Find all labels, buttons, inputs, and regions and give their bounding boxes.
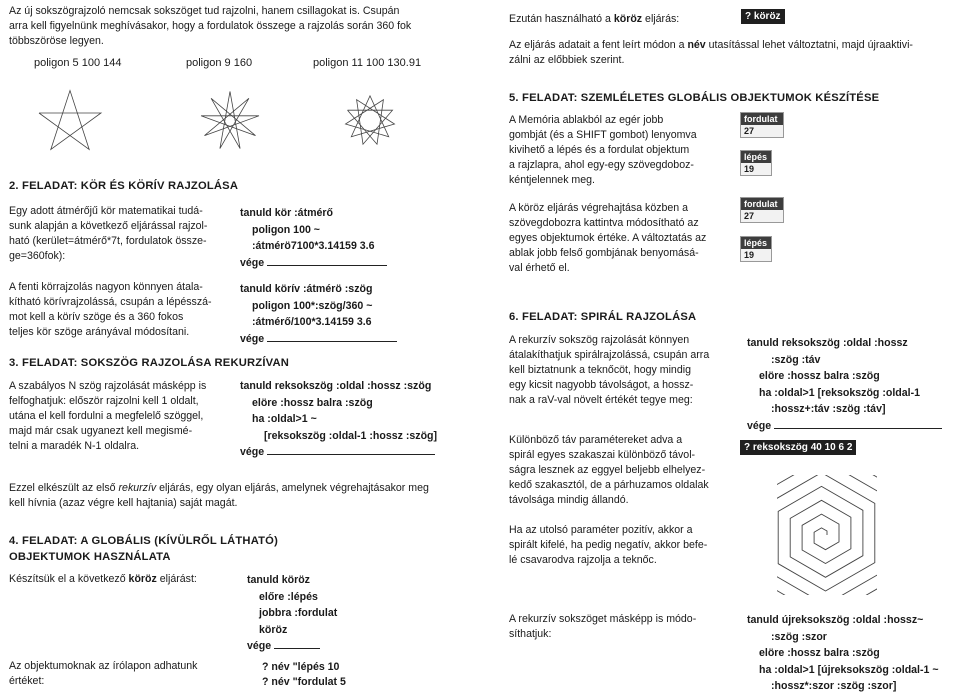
text-line: A Memória ablakból az egér jobb: [509, 114, 664, 126]
object-value[interactable]: 27: [744, 211, 755, 221]
code-line: vége: [240, 446, 265, 458]
task5-paragraph-1: [509, 113, 739, 188]
code-line: tanuld újreksokszög :oldal :hossz~: [747, 614, 924, 626]
code-line: ha :oldal>1 [reksokszög :oldal-1: [759, 386, 921, 399]
text-line: kedő szakasztól, de a párhuzamos oldalak: [509, 479, 709, 491]
code-line: :szög :táv: [771, 353, 821, 366]
star-5-figure: [39, 91, 101, 150]
text-line: mot kell a körív szöge és a 360 fokos: [9, 311, 184, 323]
text-line: kivihető a lépés és a fordulat objektum: [509, 144, 690, 156]
code-line: :átmérő/100*3.14159 3.6: [252, 316, 372, 328]
object-title: fordulat: [741, 198, 783, 210]
task2-paragraph-2: [9, 280, 239, 340]
keyword: köröz: [613, 13, 643, 25]
text: eljárás:: [642, 13, 680, 25]
text-line: A köröz eljárás végrehajtása közben a: [509, 202, 689, 214]
intro-line: arra kell figyelnünk meghívásakor, hogy a fordulatok összege a rajzolás során 360 fok: [9, 20, 412, 32]
code-line: elöre :hossz balra :szög: [759, 647, 880, 659]
text-line: szövegdobozra kattintva módosítható az: [509, 217, 699, 229]
koroz-prompt: ? köröz: [741, 9, 785, 24]
text-line: kell biztatnunk a teknőcöt, hogy mindig: [509, 364, 691, 376]
text-line: teljes kör szöge arányával módosítani.: [9, 326, 190, 338]
text-line: [9, 481, 479, 496]
text-line: felfoghatjuk: először rajzolni kell 1 oldalt,: [9, 395, 199, 407]
polygon-command-2: poligon 9 160: [186, 57, 253, 69]
task2-code-2: [240, 281, 397, 347]
heading-line: OBJEKTUMOK HASZNÁLATA: [9, 551, 171, 563]
code-line: :átmérö7100*3.14159 3.6: [252, 240, 375, 252]
code-line: tanuld körív :átmérö :szög: [240, 283, 373, 295]
keyword: név: [687, 39, 706, 51]
end-underline: [267, 255, 387, 266]
code-line: elöre :hossz balra :szög: [252, 396, 373, 409]
code-line: vége: [240, 256, 265, 269]
code-line: jobbra :fordulat: [259, 607, 338, 619]
text-line: kell hívnia (azaz végre kell hajtania) saját magát.: [9, 497, 238, 509]
text-line: lé csavarodva rajzolja a teknőc.: [509, 554, 657, 566]
code-line: köröz: [259, 623, 288, 636]
text-line: utána el kell fordulni a megfelelő szöggel,: [9, 410, 204, 422]
text-line: kéntjelennek meg.: [509, 174, 595, 186]
task4-paragraph-2: [9, 659, 197, 689]
text-line: val érhető el.: [509, 262, 570, 274]
note-emphasis: rekurzív: [118, 482, 157, 494]
text-line: ható (kerület=átmérő*7t, fordulatok össze-: [9, 235, 207, 247]
code-line: elöre :hossz balra :szög: [759, 370, 880, 382]
task3-heading: 3. FELADAT: SOKSZÖG RAJZOLÁSA REKURZÍVAN: [9, 357, 290, 369]
task4-commands: [262, 660, 346, 690]
lepes-object-box[interactable]: [740, 236, 772, 262]
task4-heading: [9, 533, 278, 565]
text: Készítsük el a következő: [9, 573, 129, 585]
text-line: Ha az utolsó paraméter pozitív, akkor a: [509, 524, 693, 536]
koroz-note: [509, 38, 949, 68]
polygon-command-1: poligon 5 100 144: [34, 57, 122, 69]
text: eljárást:: [156, 573, 197, 585]
code-line: poligon 100*:szög/360 ~: [252, 299, 373, 312]
text-line: Az objektumoknak az írólapon adhatunk: [9, 660, 198, 672]
object-title: lépés: [741, 237, 771, 249]
code-line: :hossz*:szor :szög :szor]: [771, 680, 897, 692]
text-line: gombját (és a SHIFT gombot) lenyomva: [509, 129, 697, 141]
text-line: átalakíthatjuk spirálrajzolássá, csupán arra: [509, 349, 710, 361]
task6-heading: 6. FELADAT: SPIRÁL RAJZOLÁSA: [509, 311, 697, 323]
text-line: Különböző táv paramétereket adva a: [509, 434, 683, 446]
task3-code: [240, 378, 437, 461]
star-9-figure: [201, 91, 259, 148]
text-line: ablak jobb felső gombjának benyomásá-: [509, 247, 699, 259]
text-line: A szabályos N szög rajzolását másképp is: [9, 380, 207, 392]
code-line: vége: [747, 419, 772, 432]
text: utasítással lehet változtatni, majd újraaktivi-: [705, 39, 913, 51]
task6-code-2: [747, 612, 939, 695]
text-line: a rajzlapra, ahol egy-egy szövegdoboz-: [509, 159, 694, 171]
text-line: telni a maradék N-1 oldalra.: [9, 440, 140, 452]
hexagon-spiral-figure: [777, 475, 877, 595]
note-text: eljárás, egy olyan eljárás, amelynek végrehajtásakor meg: [156, 482, 429, 494]
object-value[interactable]: 19: [744, 164, 755, 174]
intro-line: Az új sokszögrajzoló nemcsak sokszöget tud rajzolni, hanem csillagokat is. Csupán: [9, 5, 400, 17]
code-line: tanuld kör :átmérő: [240, 207, 334, 219]
task6-paragraph-2: [509, 433, 739, 508]
note-text: Ezzel elkészült az első: [9, 482, 119, 494]
code-line: poligon 100 ~: [252, 223, 320, 236]
object-value[interactable]: 19: [744, 250, 755, 260]
object-title: lépés: [741, 151, 771, 163]
code-line: tanuld reksokszög :oldal :hossz: [747, 337, 908, 349]
task2-heading: 2. FELADAT: KÖR ÉS KÖRÍV RAJZOLÁSA: [9, 180, 239, 192]
task3-paragraph: [9, 379, 239, 454]
task4-code: [247, 572, 337, 655]
end-underline: [267, 331, 397, 342]
task6-paragraph-4: [509, 612, 739, 642]
task2-code-1: [240, 205, 387, 271]
object-title: fordulat: [741, 113, 783, 125]
text-line: sunk alapján a következő eljárással rajzol-: [9, 220, 208, 232]
task3-note: [9, 481, 479, 511]
text-line: síthatjuk:: [509, 628, 552, 640]
code-line: ha :oldal>1 [újreksokszög :oldal-1 ~: [759, 663, 939, 676]
text-line: egy kicsit nagyobb távolságot, a hossz-: [509, 379, 694, 391]
text-line: A rekurzív sokszög rajzolását könnyen: [509, 334, 690, 346]
text-line: A rekurzív sokszöget másképp is módo-: [509, 613, 697, 625]
lepes-object-box[interactable]: [740, 150, 772, 176]
command-line: ? név "lépés 10: [262, 661, 340, 673]
text-line: spirál egyes szakaszai különböző távol-: [509, 449, 696, 461]
code-line: :hossz+:táv :szög :táv]: [771, 403, 886, 415]
task4-paragraph-1: [9, 572, 197, 587]
intro-line: többszöröse legyen.: [9, 35, 104, 47]
star-figures: [25, 78, 445, 168]
task2-paragraph-1: [9, 204, 239, 264]
code-line: előre :lépés: [259, 590, 318, 603]
text-line: A fenti körrajzolás nagyon könnyen átala-: [9, 281, 203, 293]
end-underline: [774, 418, 942, 429]
text-line: Egy adott átmérőjű kör matematikai tudá-: [9, 205, 203, 217]
text: Az eljárás adatait a fent leírt módon a: [509, 39, 688, 51]
polygon-command-3: poligon 11 100 130.91: [313, 57, 422, 69]
heading-line: 4. FELADAT: A GLOBÁLIS (KÍVÜLRŐL LÁTHATÓ): [9, 535, 279, 547]
task6-paragraph-1: [509, 333, 739, 408]
text-line: távolsága mindig állandó.: [509, 494, 629, 506]
fordulat-object-box[interactable]: [740, 112, 784, 138]
code-line: tanuld köröz: [247, 574, 310, 586]
code-line: vége: [240, 332, 265, 345]
command-line: ? név "fordulat 5: [262, 676, 346, 688]
spiral-command: ? reksokszög 40 10 6 2: [740, 440, 856, 455]
code-line: tanuld reksokszög :oldal :hossz :szög: [240, 380, 432, 392]
task5-paragraph-2: [509, 201, 739, 276]
text-line: nak a raV-val növelt értékét tegye meg:: [509, 394, 693, 406]
task6-paragraph-3: [509, 523, 739, 568]
code-line: ha :oldal>1 ~: [252, 413, 317, 425]
text-line: ge=360fok):: [9, 250, 66, 262]
end-underline: [267, 444, 435, 455]
object-value[interactable]: 27: [744, 126, 755, 136]
end-underline: [274, 638, 320, 649]
text-line: értéket:: [9, 675, 45, 687]
text-line: ságra lesznek az eggyel beljebb elhelyez-: [509, 464, 706, 476]
code-line: :szög :szor: [771, 630, 827, 643]
text-line: [509, 38, 949, 53]
task6-code-1: [747, 335, 942, 434]
code-line: [reksokszög :oldal-1 :hossz :szög]: [264, 429, 438, 442]
koroz-usage-line: [509, 12, 679, 27]
text-line: zálni az előbbiek szerint.: [509, 54, 625, 66]
code-line: vége: [247, 640, 272, 652]
text: Ezután használható a: [509, 13, 614, 25]
text-line: kítható körívrajzolássá, csupán a lépésszá-: [9, 296, 212, 308]
text-line: egyes objektumok értéke. A változtatás az: [509, 232, 707, 244]
star-11-figure: [346, 96, 395, 144]
text-line: spirált kifelé, ha pedig negatív, akkor befe-: [509, 539, 708, 551]
text-line: majd már csak ugyanezt kell megismé-: [9, 425, 193, 437]
fordulat-object-box[interactable]: [740, 197, 784, 223]
intro-text: [9, 4, 479, 49]
task5-heading: 5. FELADAT: SZEMLÉLETES GLOBÁLIS OBJEKTUMOK KÉSZÍTÉSE: [509, 92, 880, 104]
keyword: köröz: [128, 573, 157, 585]
